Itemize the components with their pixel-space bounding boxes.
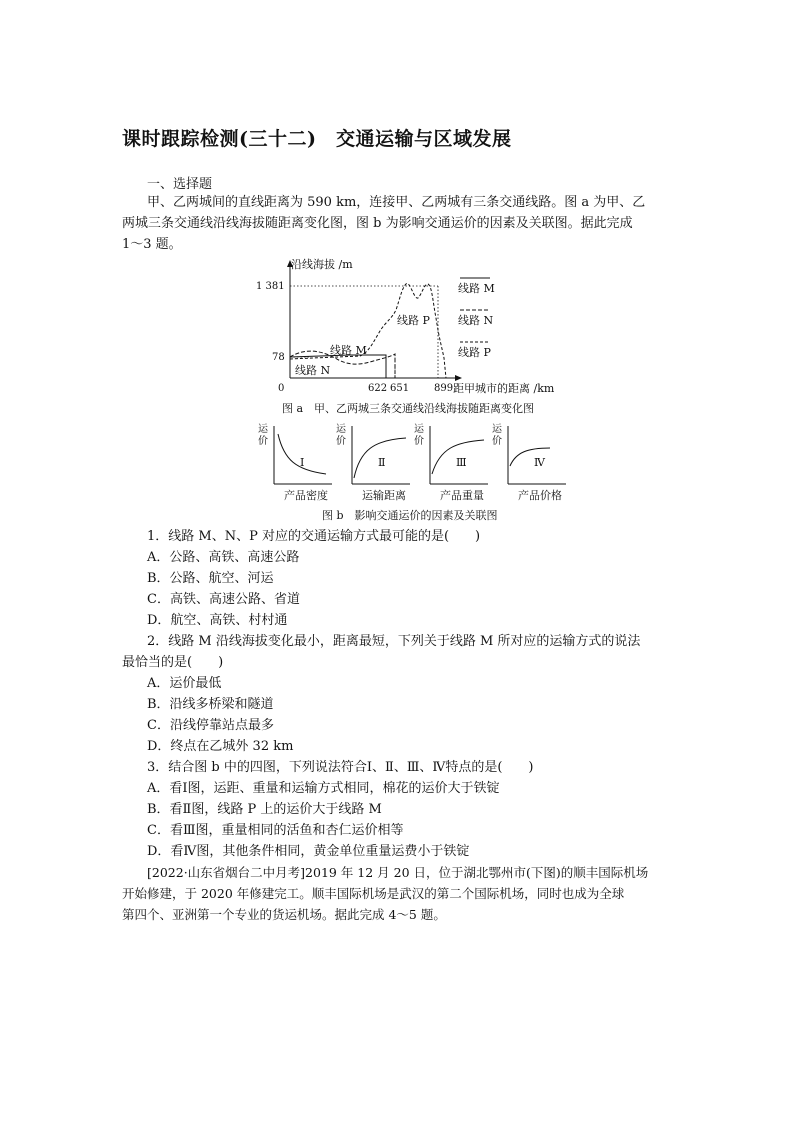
svg-text:价: 价: [336, 436, 346, 447]
panel-1-roman: Ⅰ: [300, 456, 305, 469]
q2-option-b: B．沿线多桥梁和隧道: [147, 697, 274, 712]
panel-1: [258, 423, 332, 502]
figure-a-elevation-chart: [250, 258, 570, 418]
panel-2-xlabel: 运输距离: [362, 489, 406, 502]
panel-3-roman: Ⅲ: [456, 456, 467, 469]
intro-line-3: 1～3 题。: [122, 237, 182, 252]
ylabel: 沿线海拔 /m: [291, 258, 353, 271]
panel-4: [492, 423, 566, 502]
x-tick-622: 622: [368, 383, 388, 394]
page-title: 课时跟踪检测(三十二) 交通运输与区域发展: [122, 128, 512, 150]
q3-option-d: D．看Ⅳ图，其他条件相同，黄金单位重量运费小于铁锭: [147, 844, 470, 859]
label-line-m: 线路 M: [330, 344, 367, 357]
label-line-p: 线路 P: [397, 314, 430, 327]
panel-1-ylabel-bottom: 价: [258, 436, 268, 447]
q1-option-d: D．航空、高铁、村村通: [147, 613, 288, 628]
q2-stem-line-2: 最恰当的是( ): [122, 655, 224, 670]
q2-option-d: D．终点在乙城外 32 km: [147, 739, 294, 754]
y-tick-1381: 1 381: [256, 281, 285, 292]
panel-2-roman: Ⅱ: [378, 456, 386, 469]
panel-3-xlabel: 产品重量: [440, 489, 484, 502]
intro-line-1: 甲、乙两城间的直线距离为 590 km，连接甲、乙两城有三条交通线路。图 a 为甲、乙: [147, 195, 646, 210]
x-axis-arrow: [455, 375, 462, 381]
x-tick-899: 899: [434, 383, 454, 394]
x-tick-0: 0: [278, 383, 285, 394]
q2-option-c: C．沿线停靠站点最多: [147, 718, 274, 733]
panel-1-ylabel-top: 运: [258, 424, 268, 435]
svg-text:运: 运: [336, 424, 346, 435]
q1-option-b: B．公路、航空、河运: [147, 571, 274, 586]
legend-label-m: 线路 M: [458, 282, 495, 295]
svg-text:价: 价: [414, 436, 424, 447]
x-tick-651: 651: [390, 383, 410, 394]
legend-label-p: 线路 P: [458, 346, 491, 359]
passage2-line-1: [2022·山东省烟台二中月考]2019 年 12 月 20 日，位于湖北鄂州市(下图)的顺丰国际机场: [147, 865, 649, 880]
q2-stem-line-1: 2．线路 M 沿线海拔变化最小，距离最短，下列关于线路 M 所对应的运输方式的说法: [147, 634, 641, 649]
passage2-line-2: 开始修建，于 2020 年修建完工。顺丰国际机场是武汉的第二个国际机场，同时也成为全球: [122, 886, 625, 901]
q1-stem: 1．线路 M、N、P 对应的交通运输方式最可能的是( ): [147, 529, 481, 544]
q2-option-a: A．运价最低: [147, 676, 222, 691]
section-heading: 一、选择题: [147, 177, 213, 192]
svg-text:价: 价: [492, 436, 502, 447]
q3-option-a: A．看Ⅰ图，运距、重量和运输方式相同，棉花的运价大于铁锭: [147, 781, 500, 796]
intro-line-2: 两城三条交通线沿线海拔随距离变化图，图 b 为影响交通运价的因素及关联图。据此完成: [122, 216, 633, 231]
passage2-line-3: 第四个、亚洲第一个专业的货运机场。据此完成 4～5 题。: [122, 907, 446, 922]
panel-3: [414, 423, 488, 502]
q3-stem: 3．结合图 b 中的四图，下列说法符合Ⅰ、Ⅱ、Ⅲ、Ⅳ特点的是( ): [147, 760, 534, 775]
svg-text:运: 运: [492, 424, 502, 435]
y-tick-78: 78: [272, 352, 285, 363]
q1-option-c: C．高铁、高速公路、省道: [147, 592, 300, 607]
svg-text:运: 运: [414, 424, 424, 435]
figure-b-caption: 图 b 影响交通运价的因素及关联图: [322, 509, 498, 522]
q1-option-a: A．公路、高铁、高速公路: [147, 550, 300, 565]
panel-2: [336, 423, 410, 502]
panel-4-roman: Ⅳ: [534, 456, 545, 469]
label-line-n: 线路 N: [295, 364, 331, 377]
figure-b-charts: [256, 420, 566, 506]
xlabel: 距甲城市的距离 /km: [453, 382, 555, 395]
q3-option-c: C．看Ⅲ图，重量相同的活鱼和杏仁运价相等: [147, 823, 404, 838]
q3-option-b: B．看Ⅱ图，线路 P 上的运价大于线路 M: [147, 802, 382, 817]
figure-a-caption: 图 a 甲、乙两城三条交通线沿线海拔随距离变化图: [282, 402, 535, 415]
panel-1-xlabel: 产品密度: [284, 489, 328, 502]
legend-label-n: 线路 N: [458, 314, 494, 327]
panel-4-xlabel: 产品价格: [518, 489, 562, 502]
